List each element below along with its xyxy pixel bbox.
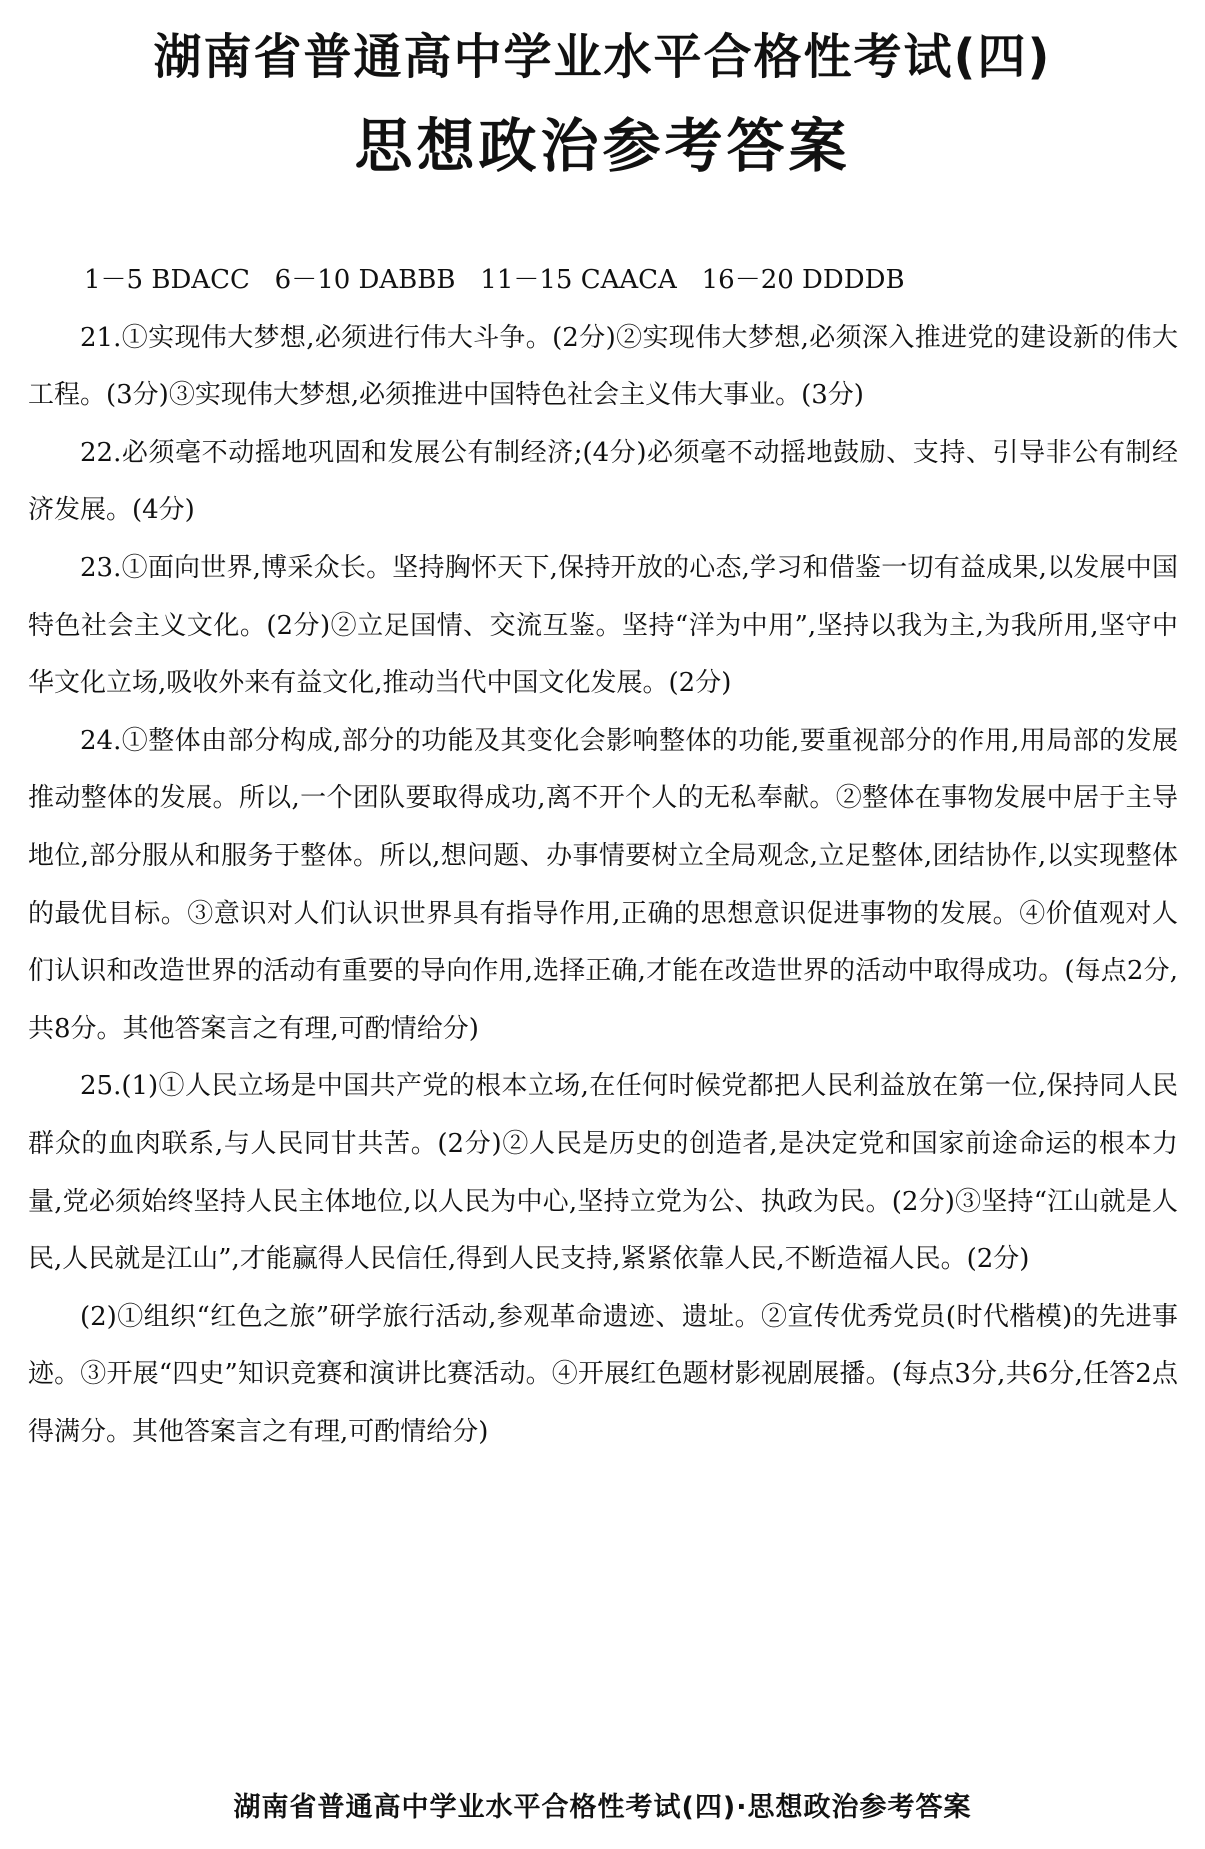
- document-title: 思想政治参考答案: [354, 112, 851, 180]
- answer-q25-part1: 25.(1)①人民立场是中国共产党的根本立场,在任何时候党都把人民利益放在第一位,保持同人民群众的血肉联系,与人民同甘共苦。(2分)②人民是历史的创造者,是决定党和国家前途命运的根本力量,党必须始终坚持人民主体地位,以人民为中心,坚持立党为公、执政为民。(2分)③坚持“江山就是人民,人民就是江山”,才能赢得人民信任,得到人民支持,紧紧依靠人民,不断造福人民。(2分): [28, 1071, 1178, 1275]
- answer-q25-part2: (2)①组织“红色之旅”研学旅行活动,参观革命遗迹、遗址。②宣传优秀党员(时代楷模)的先进事迹。③开展“四史”知识竞赛和演讲比赛活动。④开展红色题材影视剧展播。(每点3分,共6分,任答2点得满分。其他答案言之有理,可酌情给分): [28, 1301, 1178, 1447]
- answer-q21: 21.①实现伟大梦想,必须进行伟大斗争。(2分)②实现伟大梦想,必须深入推进党的建设新的伟大工程。(3分)③实现伟大梦想,必须推进中国特色社会主义伟大事业。(3分): [28, 322, 1178, 411]
- answer-q22: 22.必须毫不动摇地巩固和发展公有制经济;(4分)必须毫不动摇地鼓励、支持、引导非公有制经济发展。(4分): [28, 437, 1178, 526]
- page-footer: 湖南省普通高中学业水平合格性考试(四)·思想政治参考答案: [233, 1792, 972, 1823]
- exam-title: 湖南省普通高中学业水平合格性考试(四): [153, 29, 1052, 85]
- multiple-choice-answers: 1－5 BDACC 6－10 DABBB 11－15 CAACA 16－20 DDDDB: [84, 265, 905, 295]
- answer-q23: 23.①面向世界,博采众长。坚持胸怀天下,保持开放的心态,学习和借鉴一切有益成果,以发展中国特色社会主义文化。(2分)②立足国情、交流互鉴。坚持“洋为中用”,坚持以我为主,为我所用,坚守中华文化立场,吸收外来有益文化,推动当代中国文化发展。(2分): [28, 552, 1178, 699]
- answer-content: [28, 252, 1178, 1461]
- answer-q24: 24.①整体由部分构成,部分的功能及其变化会影响整体的功能,要重视部分的作用,用局部的发展推动整体的发展。所以,一个团队要取得成功,离不开个人的无私奉献。②整体在事物发展中居于主导地位,部分服从和服务于整体。所以,想问题、办事情要树立全局观念,立足整体,团结协作,以实现整体的最优目标。③意识对人们认识世界具有指导作用,正确的思想意识促进事物的发展。④价值观对人们认识和改造世界的活动有重要的导向作用,选择正确,才能在改造世界的活动中取得成功。(每点2分,共8分。其他答案言之有理,可酌情给分): [28, 725, 1178, 1044]
